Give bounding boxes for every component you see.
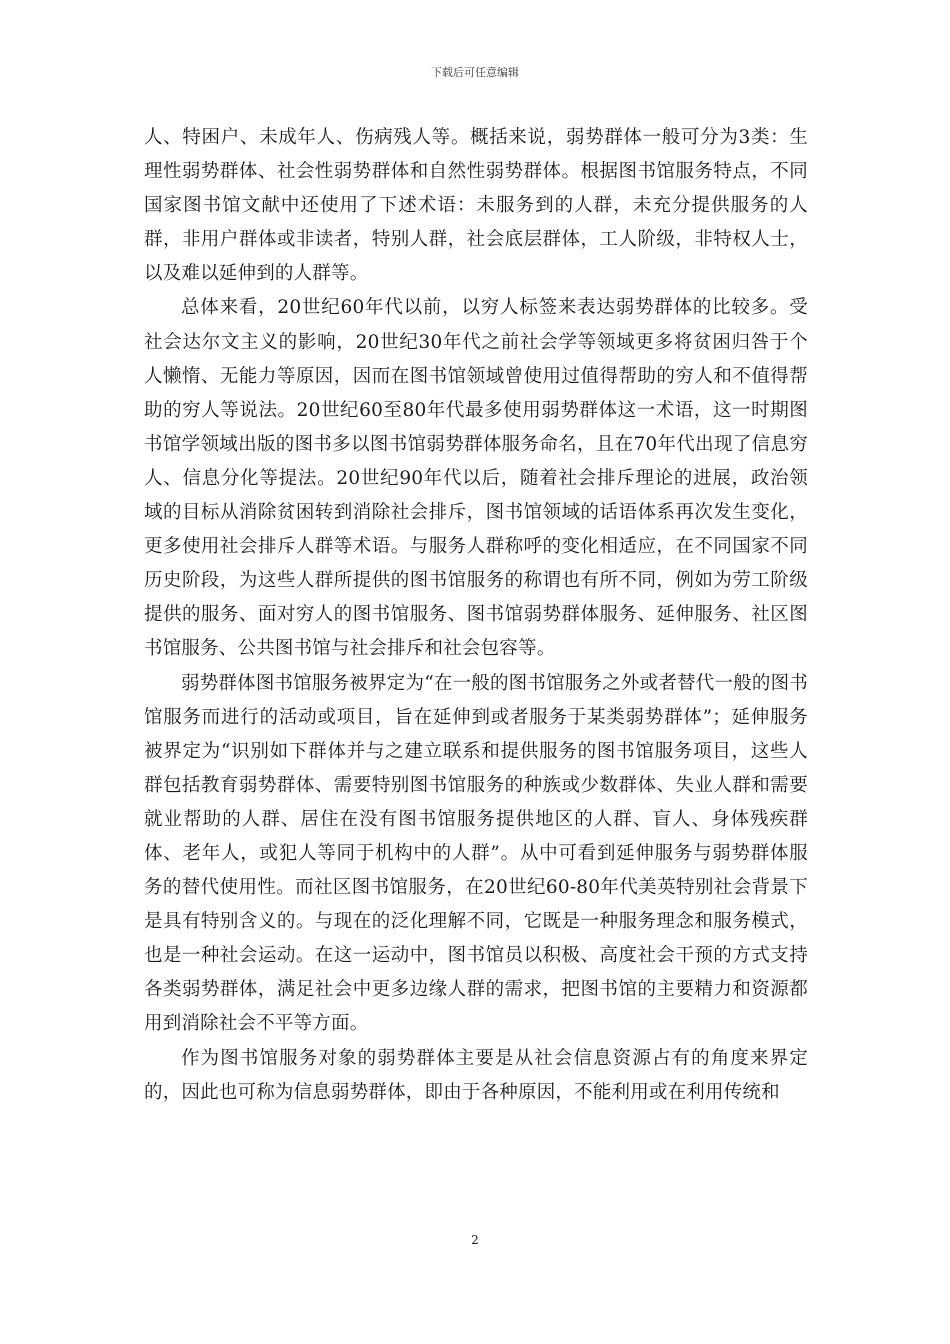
page-header: 下载后可任意编辑: [431, 66, 519, 79]
paragraph-history: 总体来看，20世纪60年代以前，以穷人标签来表达弱势群体的比较多。受社会达尔文主义的影响，20世纪30年代之前社会学等领域更多将贫困归咎于个人懒惰、无能力等原因，因而在图书馆领域曾使用过值得帮助的穷人和不值得帮助的穷人等说法。20世纪60至80年代最多使用弱势群体这一术语，这一时期图书馆学领域出版的图书多以图书馆弱势群体服务命名，且在70年代出现了信息穷人、信息分化等提法。20世纪90年代以后，随着社会排斥理论的进展，政治领域的目标从消除贫困转到消除社会排斥，图书馆领域的话语体系再次发生变化，更多使用社会排斥人群等术语。与服务人群称呼的变化相适应，在不同国家不同历史阶段，为这些人群所提供的图书馆服务的称谓也有所不同，例如为劳工阶级提供的服务、面对穷人的图书馆服务、图书馆弱势群体服务、延伸服务、社区图书馆服务、公共图书馆与社会排斥和社会包容等。: [144, 297, 808, 660]
page-number: 2: [471, 1233, 479, 1247]
paragraph-definitions: 弱势群体图书馆服务被界定为“在一般的图书馆服务之外或者替代一般的图书馆服务而进行的活动或项目，旨在延伸到或者服务于某类弱势群体”；延伸服务被界定为“识别如下群体并与之建立联系和提供服务的图书馆服务项目，这些人群包括教育弱势群体、需要特别图书馆服务的种族或少数群体、失业人群和需要就业帮助的人群、居住在没有图书馆服务提供地区的人群、盲人、身体残疾群体、老年人，或犯人等同于机构中的人群”。从中可看到延伸服务与弱势群体服务的替代使用性。而社区图书馆服务，在20世纪60-80年代美英特别社会背景下是具有特别含义的。与现在的泛化理解不同，它既是一种服务理念和服务模式，也是一种社会运动。在这一运动中，图书馆员以积极、高度社会干预的方式支持各类弱势群体，满足社会中更多边缘人群的需求，把图书馆的主要精力和资源都用到消除社会不平等方面。: [144, 672, 808, 1035]
paragraph-continuation: 人、特困户、未成年人、伤病残人等。概括来说，弱势群体一般可分为3类：生理性弱势群体、社会性弱势群体和自然性弱势群体。根据图书馆服务特点，不同国家图书馆文献中还使用了下述术语：未服务到的人群，未充分提供服务的人群，非用户群体或非读者，特别人群，社会底层群体，工人阶级，非特权人士，以及难以延伸到的人群等。: [144, 127, 808, 285]
document-body: [144, 121, 808, 1110]
paragraph-information-disadvantaged: 作为图书馆服务对象的弱势群体主要是从社会信息资源占有的角度来界定的，因此也可称为信息弱势群体，即由于各种原因，不能利用或在利用传统和: [144, 1047, 808, 1103]
